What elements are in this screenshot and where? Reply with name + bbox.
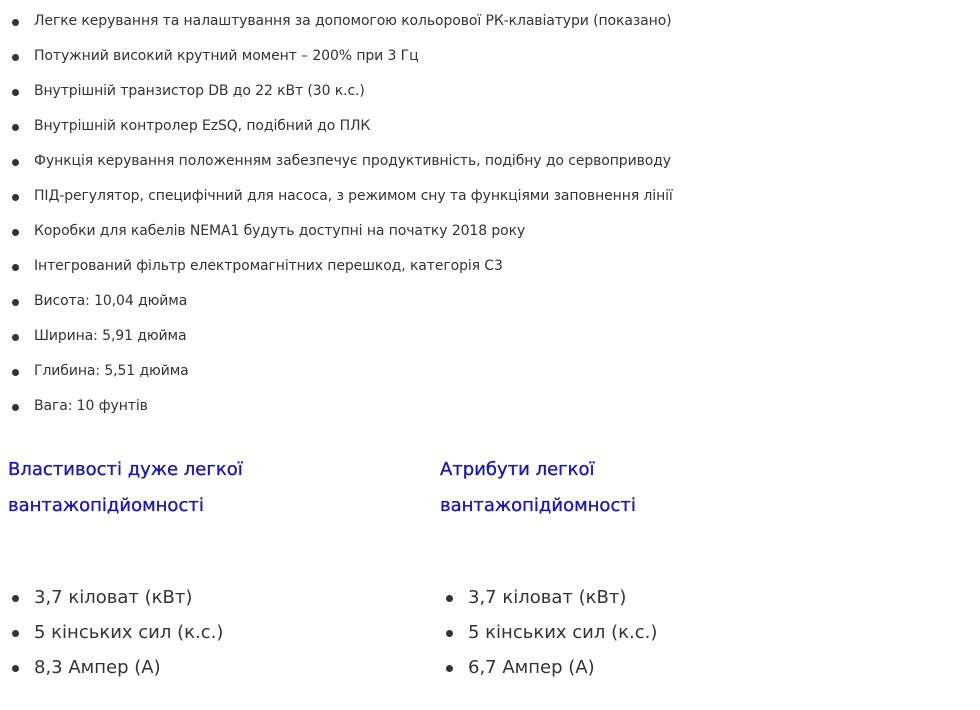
feature-text: Глибина: 5,51 дюйма xyxy=(34,363,189,379)
bullet-icon xyxy=(12,595,19,602)
feature-item xyxy=(0,109,980,144)
bullet-icon xyxy=(12,334,19,341)
bullet-icon xyxy=(12,264,19,271)
feature-text: Вага: 10 фунтів xyxy=(34,398,148,414)
spec-item xyxy=(434,615,754,650)
feature-item xyxy=(0,179,980,214)
feature-item xyxy=(0,284,980,319)
feature-text: Коробки для кабелів NEMA1 будуть доступні на початку 2018 року xyxy=(34,223,526,239)
bullet-icon xyxy=(12,194,19,201)
bullet-icon xyxy=(12,630,19,637)
heading-line: Властивості дуже легкої xyxy=(8,459,243,480)
feature-text: Легке керування та налаштування за допомогою кольорової РК-клавіатури (показано) xyxy=(34,13,672,29)
bullet-icon xyxy=(12,665,19,672)
column-heading-light-duty[interactable] xyxy=(440,452,740,524)
bullet-icon xyxy=(12,124,19,131)
spec-text: 5 кінських сил (к.с.) xyxy=(468,622,658,643)
feature-text: Внутрішній контролер EzSQ, подібний до ПЛК xyxy=(34,118,371,134)
feature-text: Потужний високий крутний момент – 200% при 3 Гц xyxy=(34,48,419,64)
bullet-icon xyxy=(12,229,19,236)
feature-item xyxy=(0,319,980,354)
spec-item xyxy=(0,580,320,615)
bullet-icon xyxy=(446,630,453,637)
feature-text: Ширина: 5,91 дюйма xyxy=(34,328,187,344)
spec-item xyxy=(434,650,754,685)
feature-text: Висота: 10,04 дюйма xyxy=(34,293,188,309)
spec-item xyxy=(434,580,754,615)
spec-text: 3,7 кіловат (кВт) xyxy=(34,587,193,608)
feature-item xyxy=(0,39,980,74)
heading-line: вантажопідйомності xyxy=(440,495,636,516)
bullet-icon xyxy=(12,54,19,61)
bullet-icon xyxy=(12,159,19,166)
bullet-icon xyxy=(12,89,19,96)
feature-item xyxy=(0,249,980,284)
spec-text: 5 кінських сил (к.с.) xyxy=(34,622,224,643)
bullet-icon xyxy=(12,19,19,26)
column-very-light-duty xyxy=(8,452,308,678)
bullet-icon xyxy=(12,299,19,306)
column-light-duty xyxy=(440,452,740,678)
bullet-icon xyxy=(446,595,453,602)
feature-item xyxy=(0,354,980,389)
feature-item xyxy=(0,214,980,249)
feature-list xyxy=(0,4,980,424)
bullet-icon xyxy=(446,665,453,672)
spec-list xyxy=(434,580,754,685)
spec-text: 3,7 кіловат (кВт) xyxy=(468,587,627,608)
spec-item xyxy=(0,615,320,650)
spec-text: 6,7 Ампер (A) xyxy=(468,657,595,678)
column-heading-very-light-duty[interactable] xyxy=(8,452,308,524)
bullet-icon xyxy=(12,369,19,376)
feature-item xyxy=(0,144,980,179)
spec-item xyxy=(0,650,320,685)
feature-item xyxy=(0,74,980,109)
spec-text: 8,3 Ампер (A) xyxy=(34,657,161,678)
bullet-icon xyxy=(12,404,19,411)
feature-item xyxy=(0,389,980,424)
feature-item xyxy=(0,4,980,39)
heading-line: Атрибути легкої xyxy=(440,459,595,480)
spec-list xyxy=(0,580,320,685)
feature-text: ПІД-регулятор, специфічний для насоса, з режимом сну та функціями заповнення лінії xyxy=(34,188,673,204)
feature-text: Внутрішній транзистор DB до 22 кВт (30 к.с.) xyxy=(34,83,365,99)
heading-line: вантажопідйомності xyxy=(8,495,204,516)
feature-text: Функція керування положенням забезпечує продуктивність, подібну до сервоприводу xyxy=(34,153,671,169)
feature-text: Інтегрований фільтр електромагнітних перешкод, категорія C3 xyxy=(34,258,503,274)
